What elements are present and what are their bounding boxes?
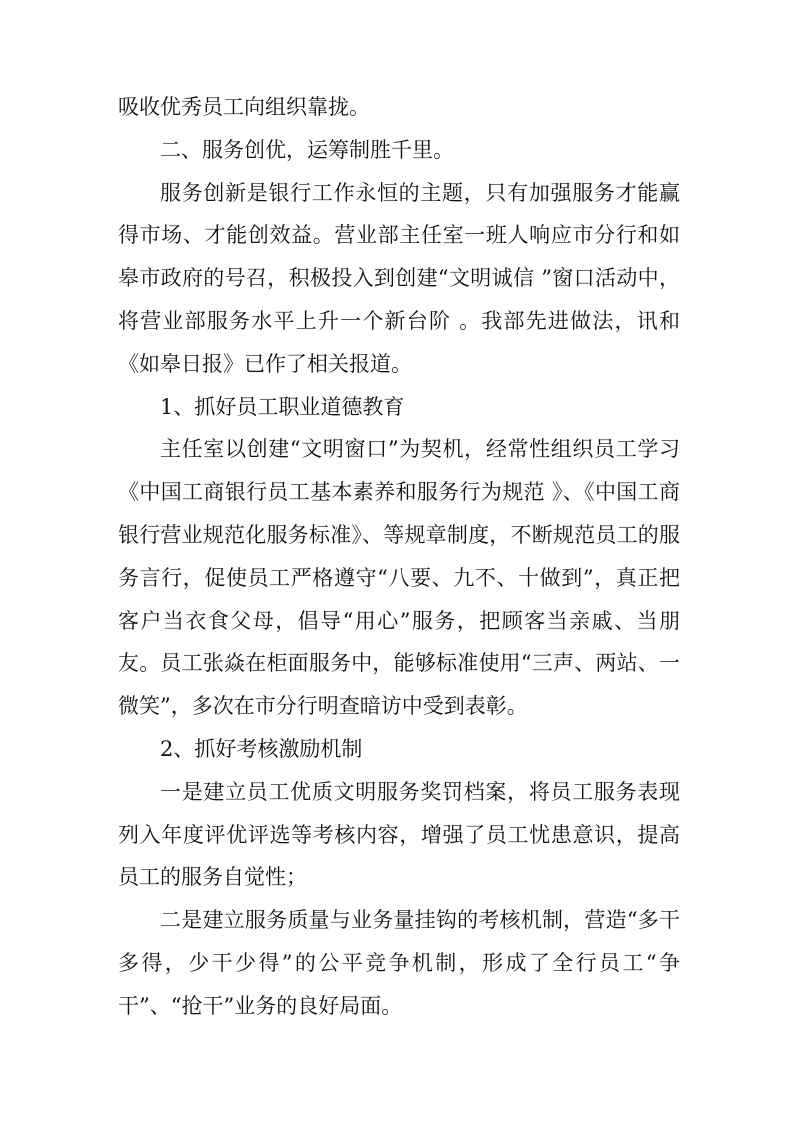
paragraph-incentive-first: 一是建立员工优质文明服务奖罚档案，将员工服务表现列入年度评优评选等考核内容，增强了员工忧患意识，提高员工的服务自觉性； (118, 779, 680, 890)
paragraph-ethics-education: 主任室以创建“文明窗口”为契机，经常性组织员工学习《中国工商银行员工基本素养和服务行为规范 》、《中国工商银行营业规范化服务标准》、等规章制度，不断规范员工的服务言行，促使员工严格遵守“八要、九不、十做到”，真正把客户当衣食父母，倡导“用心”服务，把顾客当亲戚、当朋友。员工张焱在柜面服务中，能够标准使用“三声、两站、一微笑”，多次在市分行明查暗访中受到表彰。 (118, 437, 680, 719)
document-body (118, 86, 680, 1028)
subheading-ethics-education: 1、抓好员工职业道德教育 (160, 394, 405, 419)
paragraph-service-innovation: 服务创新是银行工作永恒的主题，只有加强服务才能赢得市场、才能创效益。营业部主任室一班人响应市分行和如皋市政府的号召，积极投入到创建“文明诚信 ”窗口活动中，将营业部服务水平上升一个新台阶 。我部先进做法，讯和《如皋日报》已作了相关报道。 (118, 180, 680, 376)
paragraph-continuation: 吸收优秀员工向组织靠拢。 (118, 95, 370, 119)
subheading-incentive-mechanism: 2、抓好考核激励机制 (160, 736, 363, 761)
section-heading-service: 二、服务创优，运筹制胜千里。 (160, 137, 454, 162)
paragraph-incentive-second: 二是建立服务质量与业务量挂钩的考核机制，营造“多干多得，少干少得”的公平竞争机制，形成了全行员工“争干”、“抢干”业务的良好局面。 (118, 908, 680, 1018)
